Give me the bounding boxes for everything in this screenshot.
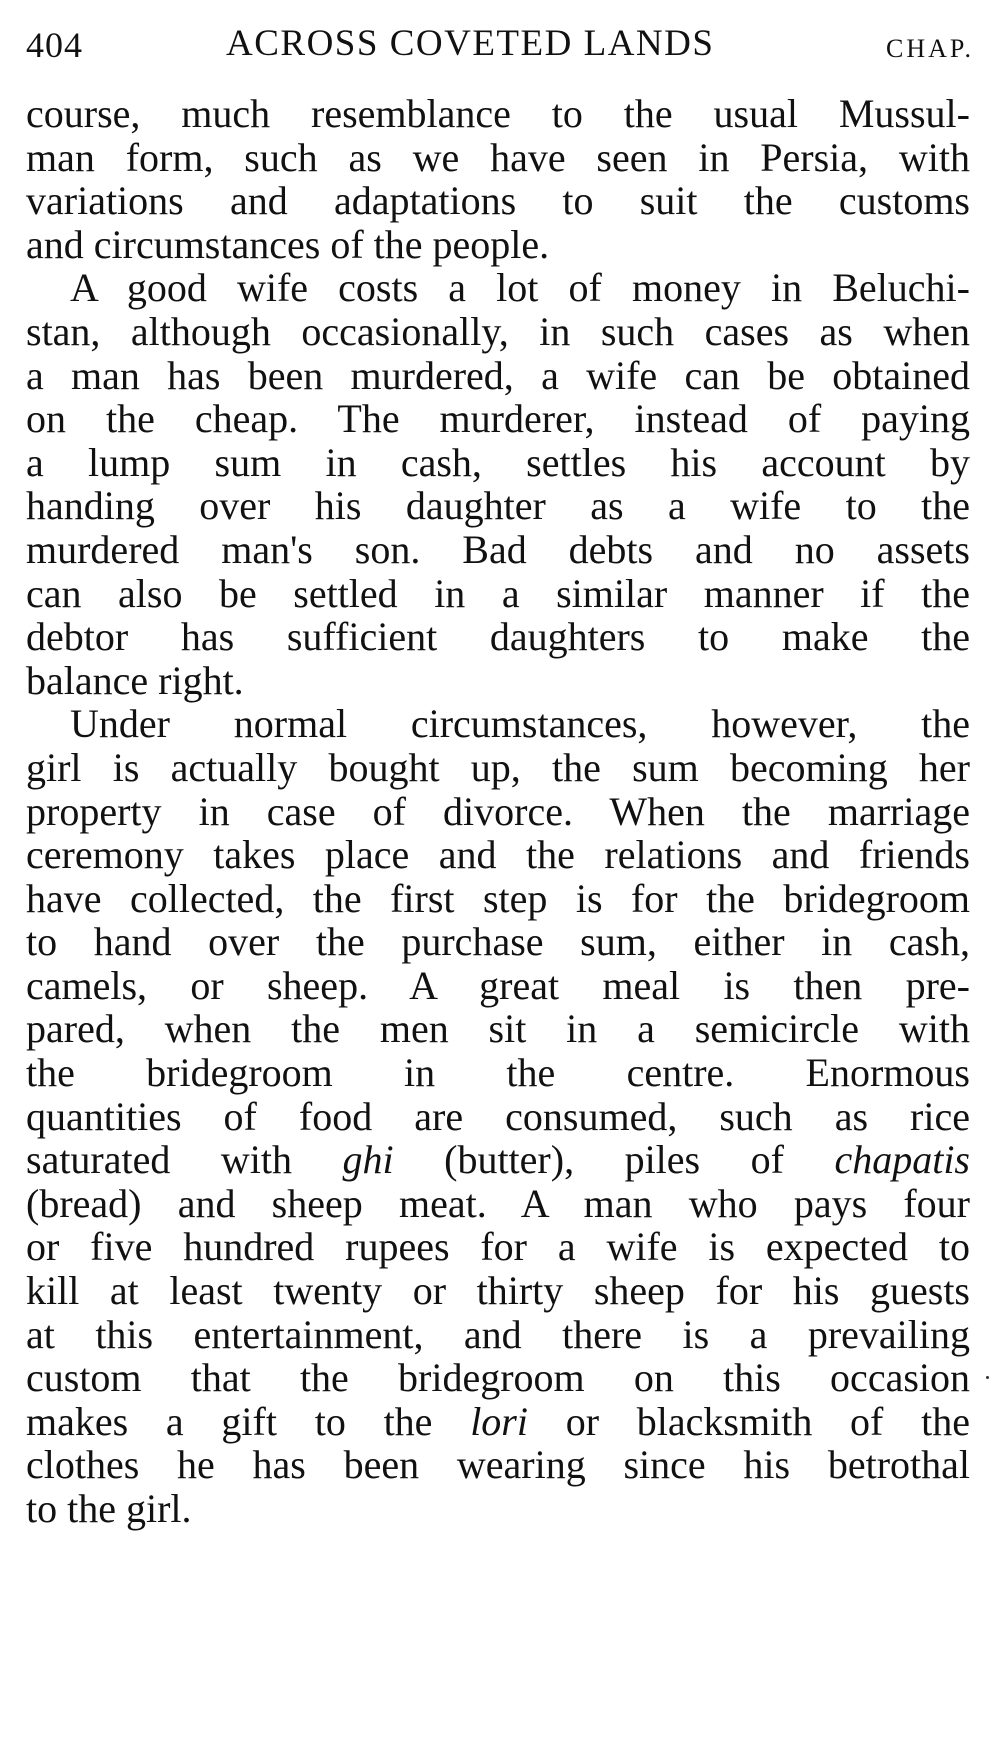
text-segment: makes a gift to the: [26, 1398, 471, 1444]
page-header: [26, 14, 974, 74]
text-line: have collected, the first step is for the bridegroom: [26, 875, 970, 921]
text-line: kill at least twenty or thirty sheep for his guests: [26, 1268, 970, 1314]
text-line: at this entertainment, and there is a prevailing: [26, 1311, 970, 1357]
text-segment: saturated with: [26, 1137, 343, 1183]
page-number: 404: [26, 25, 83, 65]
text-line: a lump sum in cash, settles his account by: [26, 439, 970, 485]
text-segment: or blacksmith of the: [527, 1398, 970, 1444]
italic-term: ghi: [342, 1137, 394, 1183]
text-line: ceremony takes place and the relations and friends: [26, 832, 970, 878]
running-title: ACROSS COVETED LANDS: [226, 23, 715, 64]
text-line: on the cheap. The murderer, instead of paying: [26, 396, 970, 442]
text-line: custom that the bridegroom on this occasion: [26, 1355, 970, 1401]
text-line: clothes he has been wearing since his betrothal: [26, 1442, 970, 1488]
text-line: (bread) and sheep meat. A man who pays four: [26, 1180, 970, 1226]
text-line: murdered man's son. Bad debts and no assets: [26, 526, 970, 572]
text-line-with-italics: [26, 1138, 970, 1182]
print-speck: [986, 1376, 989, 1379]
text-line: quantities of food are consumed, such as rice: [26, 1093, 970, 1139]
paragraph-start-line: Under normal circumstances, however, the: [70, 701, 970, 747]
text-line: course, much resemblance to the usual Mussul-: [26, 91, 970, 136]
text-line: balance right.: [26, 657, 244, 703]
text-line: pared, when the men sit in a semicircle with: [26, 1006, 970, 1052]
text-line: property in case of divorce. When the marriage: [26, 788, 970, 834]
paragraph-start-line: A good wife costs a lot of money in Beluchi-: [70, 265, 970, 311]
text-line: variations and adaptations to suit the customs: [26, 178, 970, 224]
text-line: and circumstances of the people.: [26, 221, 550, 267]
text-line: or five hundred rupees for a wife is expected to: [26, 1224, 970, 1270]
text-line: to the girl.: [26, 1486, 192, 1531]
body-text: [26, 92, 970, 1531]
italic-term: chapatis: [834, 1137, 970, 1183]
text-line: can also be settled in a similar manner if the: [26, 570, 970, 616]
chapter-label: CHAP.: [886, 34, 974, 63]
text-line: to hand over the purchase sum, either in cash,: [26, 919, 970, 965]
italic-term: lori: [470, 1398, 528, 1444]
text-line: stan, although occasionally, in such cases as when: [26, 308, 970, 354]
text-line: handing over his daughter as a wife to the: [26, 483, 970, 529]
text-line: camels, or sheep. A great meal is then pre-: [26, 962, 970, 1008]
text-line: man form, such as we have seen in Persia, with: [26, 134, 970, 180]
text-line: debtor has sufficient daughters to make the: [26, 614, 970, 660]
text-line: the bridegroom in the centre. Enormous: [26, 1050, 970, 1096]
text-line: girl is actually bought up, the sum becoming her: [26, 744, 970, 790]
text-line: a man has been murdered, a wife can be obtained: [26, 352, 970, 398]
text-segment: (butter), piles of: [393, 1137, 835, 1183]
text-line-with-italics: [26, 1400, 970, 1444]
